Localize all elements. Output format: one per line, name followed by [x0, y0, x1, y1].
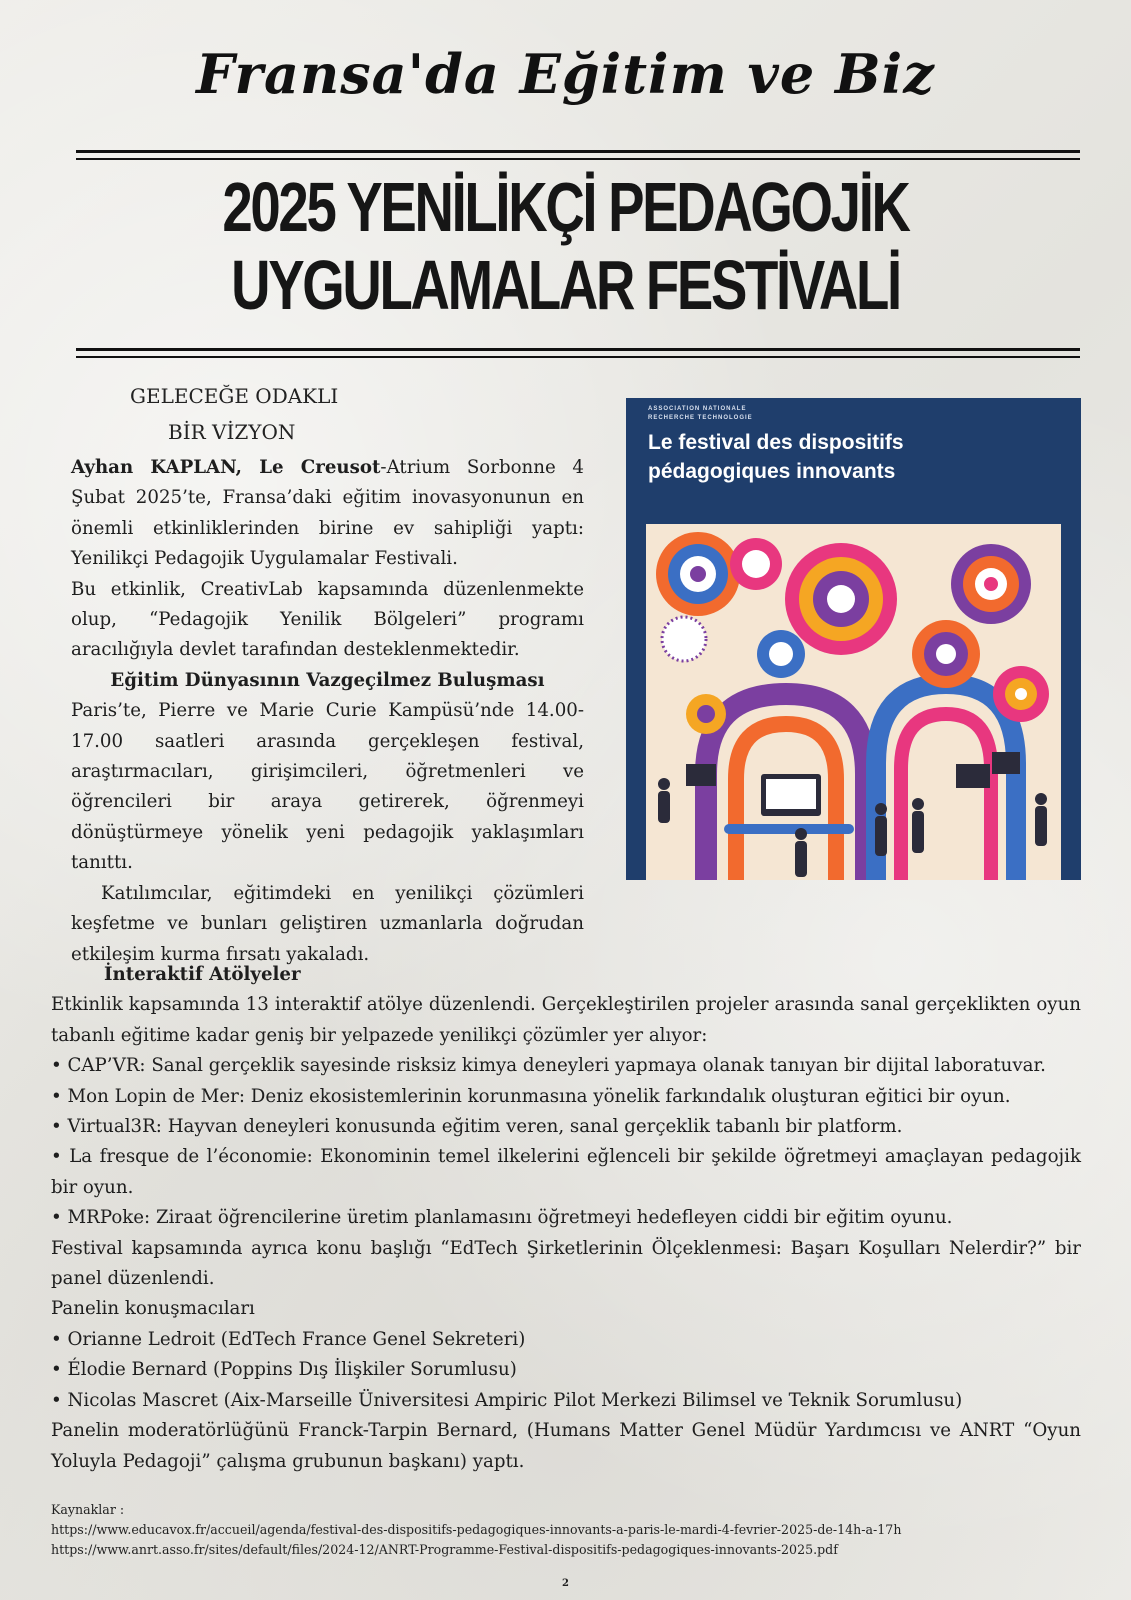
sources: [51, 1500, 1091, 1560]
festival-poster: [626, 398, 1081, 880]
subtitle-line-1: GELECEĞE ODAKLI: [130, 384, 339, 408]
intro-paragraph-2: Bu etkinlik, CreativLab kapsamında düzenlenmekte olup, “Pedagojik Yenilik Bölgeleri” programı aracılığıyla devlet tarafından desteklenmektedir.: [71, 578, 584, 661]
page-number: 2: [562, 1578, 569, 1589]
speakers-heading: Panelin konuşmacıları: [51, 1298, 255, 1320]
section-heading: Eğitim Dünyasının Vazgeçilmez Buluşması: [110, 669, 545, 691]
headline: 2025 YENİLİKÇİ PEDAGOJİK UYGULAMALAR FESTİVALİ: [222, 168, 909, 324]
subtitle-line-2: BİR VİZYON: [168, 420, 296, 444]
intro-paragraph: [71, 453, 584, 575]
speaker-item: • Orianne Ledroit (EdTech France Genel Sekreteri): [51, 1328, 526, 1350]
intro-text: -Atrium Sorbonne 4 Şubat 2025’te, Fransa’daki eğitim inovasyonunun en önemli etkinliklerinden birine ev sahipliği yaptı: Yenilikçi Pedagojik Uygulamalar Festivali.: [71, 457, 584, 570]
workshops-intro: Etkinlik kapsamında 13 interaktif atölye düzenlendi. Gerçekleştirilen projeler arasında sanal gerçeklikten oyun tabanlı eğitime kadar geniş bir yelpazede yenilikçi çözümler yer alıyor:: [51, 994, 1081, 1046]
workshops-heading: İnteraktif Atölyeler: [104, 964, 301, 985]
byline: Ayhan KAPLAN, Le Creusot: [71, 457, 381, 478]
workshop-item: • MRPoke: Ziraat öğrencilerine üretim planlamasını öğretmeyi hedefleyen ciddi bir eğitim oyunu.: [51, 1207, 953, 1229]
workshops-section: [51, 960, 1081, 1477]
top-rule-thin: [76, 158, 1080, 160]
workshop-item: • CAP’VR: Sanal gerçeklik sayesinde risksiz kimya deneyleri yapmaya olanak tanıyan bir dijital laboratuvar.: [51, 1055, 1046, 1077]
sources-label: Kaynaklar :: [51, 1502, 125, 1517]
intro-paragraph-4: Katılımcılar, eğitimdeki en yenilikçi çözümleri keşfetme ve bunları geliştiren uzmanlarla doğrudan etkileşim kurma fırsatı yakaladı.: [71, 882, 584, 965]
workshop-item: • La fresque de l’économie: Ekonominin temel ilkelerini eğlenceli bir şekilde öğretmeyi amaçlayan pedagojik bir oyun.: [51, 1146, 1081, 1198]
source-link[interactable]: https://www.anrt.asso.fr/sites/default/files/2024-12/ANRT-Programme-Festival-dispositifs-pedagogiques-innovants-2025.pdf: [51, 1542, 838, 1557]
intro-paragraph-3: Paris’te, Pierre ve Marie Curie Kampüsü’nde 14.00-17.00 saatleri arasında gerçekleşen festival, araştırmacıları, girişimcileri, öğretmenleri ve öğrencileri bir araya getirerek, öğrenmeyi dönüştürmeye yönelik yeni pedagojik yaklaşımları tanıttı.: [71, 700, 584, 874]
speaker-item: • Nicolas Mascret (Aix-Marseille Üniversitesi Ampiric Pilot Merkezi Bilimsel ve Teknik Sorumlusu): [51, 1389, 963, 1411]
bottom-rule-thin: [76, 356, 1080, 358]
panel-text: Festival kapsamında ayrıca konu başlığı “EdTech Şirketlerinin Ölçeklenmesi: Başarı Koşulları Nelerdir?” bir panel düzenlendi.: [51, 1237, 1081, 1290]
masthead-title: Fransa'da Eğitim ve Biz: [196, 42, 935, 106]
poster-title: Le festival des dispositifs pédagogiques innovants: [648, 431, 904, 483]
source-link[interactable]: https://www.educavox.fr/accueil/agenda/festival-des-dispositifs-pedagogiques-innovants-a-paris-le-mardi-4-fevrier-2025-de-14h-a-17h: [51, 1522, 902, 1537]
workshop-item: • Mon Lopin de Mer: Deniz ekosistemlerinin korunmasına yönelik farkındalık oluşturan eğitici bir oyun.: [51, 1085, 1011, 1107]
poster-association: ASSOCIATION NATIONALE RECHERCHE TECHNOLOGIE: [648, 406, 753, 421]
bottom-rule-thick: [76, 348, 1080, 351]
poster-illustration: [646, 524, 1061, 880]
workshop-item: • Virtual3R: Hayvan deneyleri konusunda eğitim veren, sanal gerçeklik tabanlı bir platform.: [51, 1116, 903, 1138]
intro-column: [71, 453, 584, 970]
top-rule-thick: [76, 150, 1080, 153]
speaker-item: • Élodie Bernard (Poppins Dış İlişkiler Sorumlusu): [51, 1359, 517, 1381]
moderator-text: Panelin moderatörlüğünü Franck-Tarpin Bernard, (Humans Matter Genel Müdür Yardımcısı ve ANRT “Oyun Yoluyla Pedagoji” çalışma grubunun başkanı) yaptı.: [51, 1420, 1081, 1472]
